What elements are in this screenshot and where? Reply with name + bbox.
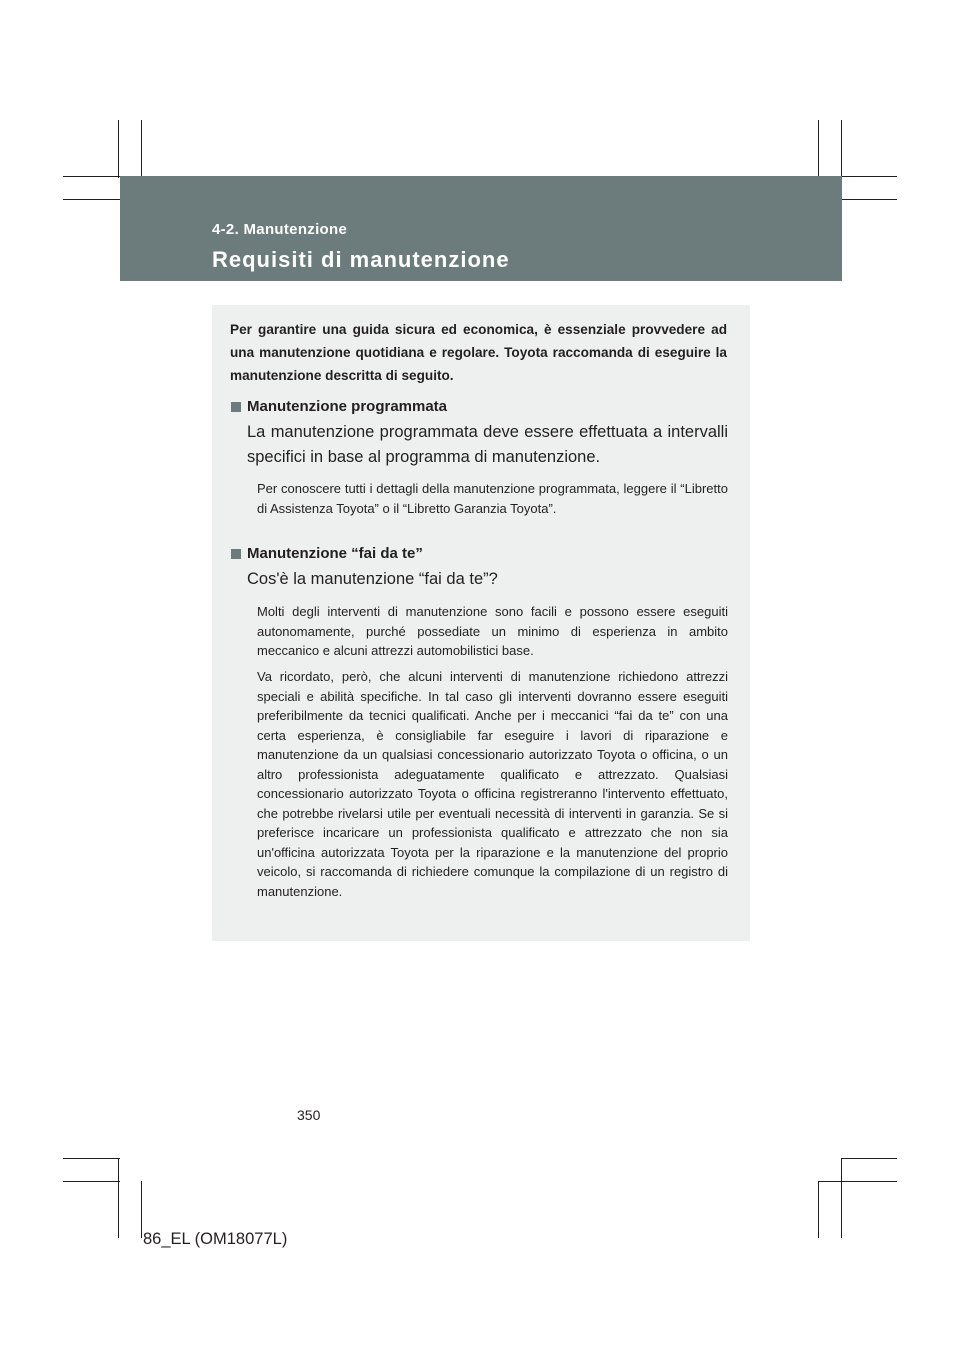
crop-mark — [63, 199, 120, 200]
section-heading: Manutenzione “fai da te” — [247, 545, 423, 562]
page-header — [120, 176, 842, 281]
crop-mark — [841, 1158, 842, 1238]
intro-paragraph: Per garantire una guida sicura ed economica, è essenziale provvedere ad una manutenzione quotidiana e regolare. Toyota raccomanda di eseguire la manutenzione descritta di seguito. — [230, 322, 727, 383]
section-note: Va ricordato, però, che alcuni interventi di manutenzione richiedono attrezzi speciali e abilità specifiche. In tal caso gli interventi dovranno essere eseguiti preferibilmente da tecnici qualificati. Anche per i meccanici “fai da te” con una certa esperienza, è consigliabile far eseguire i lavori di riparazione e manutenzione da un qualsiasi concessionario autorizzato Toyota o officina, o un altro professionista adeguatamente qualificato e attrezzato. Qualsiasi concessionario autorizzato Toyota o officina registreranno l'intervento effettuato, che potrebbe rivelarsi utile per eventuali necessità di interventi in garanzia. Se si preferisce incaricare un professionista qualificato e attrezzato che non sia un'officina autorizzata Toyota per la riparazione e la manutenzione del proprio veicolo, si raccomanda di richiedere comunque la compilazione di un registro di manutenzione. — [257, 669, 728, 899]
section-label: 4-2. Manutenzione — [212, 221, 348, 238]
crop-mark — [118, 120, 119, 178]
crop-mark — [141, 120, 142, 178]
page-title: Requisiti di manutenzione — [212, 247, 510, 272]
crop-mark — [63, 1158, 120, 1159]
section-heading: Manutenzione programmata — [247, 398, 448, 415]
document-id: 86_EL (OM18077L) — [143, 1230, 288, 1248]
square-bullet-icon — [231, 402, 241, 412]
crop-mark — [818, 120, 819, 178]
square-bullet-icon — [231, 549, 241, 559]
crop-mark — [842, 199, 897, 200]
page-number: 350 — [297, 1107, 321, 1123]
crop-mark — [841, 120, 842, 178]
section-note: Molti degli interventi di manutenzione sono facili e possono essere eseguiti autonomamente, purché possediate un minimo di esperienza in ambito meccanico e alcuni attrezzi automobilistici base. — [257, 604, 728, 658]
section-note: Per conoscere tutti i dettagli della manutenzione programmata, leggere il “Libretto di Assistenza Toyota” o il “Libretto Garanzia Toyota”. — [257, 481, 728, 516]
crop-mark — [141, 1181, 142, 1238]
content-box — [212, 305, 750, 941]
crop-mark — [118, 1158, 119, 1238]
crop-mark — [63, 1181, 120, 1182]
section-lead: Cos'è la manutenzione “fai da te”? — [247, 570, 498, 588]
crop-mark — [63, 176, 120, 177]
crop-mark — [842, 1158, 897, 1159]
crop-mark — [818, 1181, 819, 1238]
section-lead: La manutenzione programmata deve essere effettuata a intervalli specifici in base al programma di manutenzione. — [247, 423, 728, 466]
crop-mark — [842, 176, 897, 177]
crop-mark — [818, 1181, 897, 1182]
